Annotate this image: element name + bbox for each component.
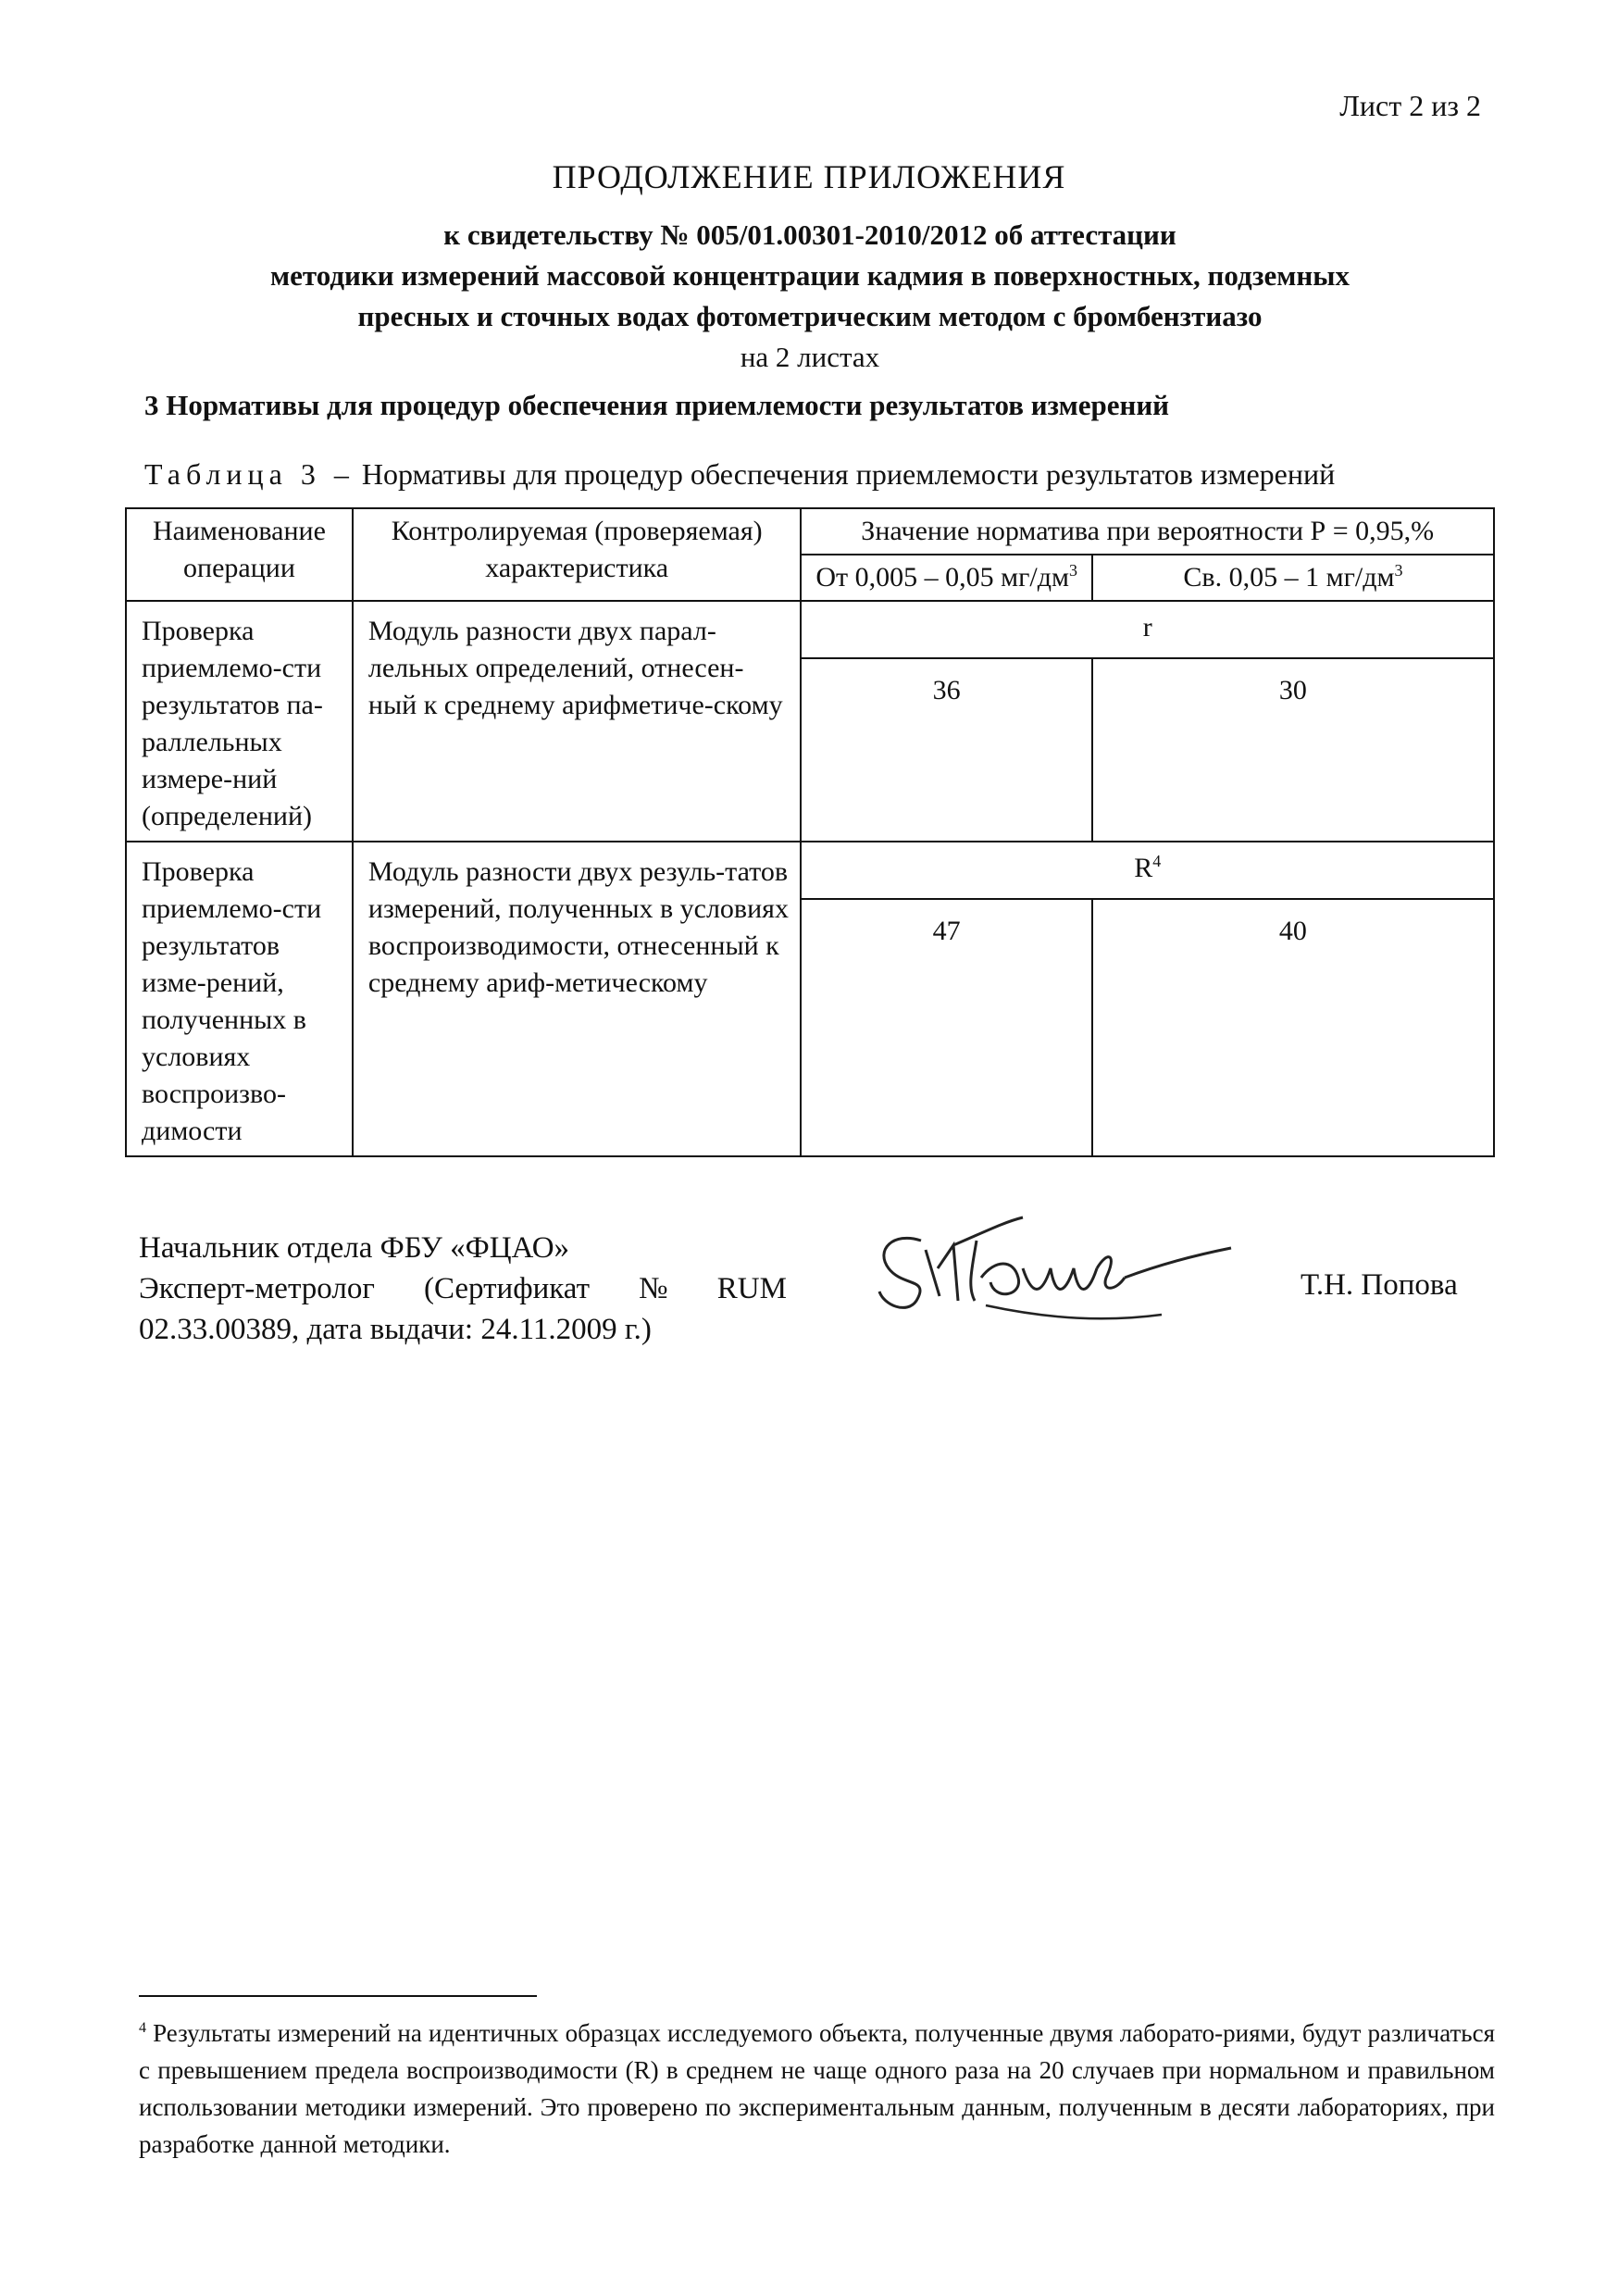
row-operation: Проверка приемлемо-сти результатов изме-рений, полученных в условиях воспроизво-димости [126, 842, 353, 1156]
unit-exponent: 3 [1394, 561, 1403, 580]
unit-exponent: 3 [1068, 561, 1077, 580]
header-range-2-text: Св. 0,05 – 1 мг/дм [1183, 562, 1395, 593]
header-range-1-text: От 0,005 – 0,05 мг/дм [815, 562, 1069, 593]
table-caption-prefix: Таблица 3 – [144, 457, 355, 491]
table-row [126, 601, 1494, 658]
page-title: ПРОДОЛЖЕНИЕ ПРИЛОЖЕНИЯ [552, 158, 1066, 195]
row-operation: Проверка приемлемо-сти результатов па-раллельных измере-ний (определений) [126, 601, 353, 842]
subtitle-line-4: на 2 листах [740, 341, 880, 373]
signatory-role-a: Эксперт-метролог [139, 1272, 375, 1305]
signatory-position: Начальник отдела ФБУ «ФЦАО» [139, 1231, 570, 1265]
row-characteristic: Модуль разности двух резуль-татов измерений, полученных в условиях воспроизводимости, отнесенный к среднему ариф-метическому [353, 842, 802, 1156]
header-operation: Наименование операции [126, 508, 353, 601]
row-symbol [801, 842, 1494, 899]
section-heading: 3 Нормативы для процедур обеспечения приемлемости результатов измерений [144, 389, 1170, 421]
subtitle-line-2: методики измерений массовой концентрации кадмия в поверхностных, подземных [270, 259, 1350, 292]
table-header-row [126, 508, 1494, 555]
signatory-role [139, 1268, 787, 1309]
table-caption-text: Нормативы для процедур обеспечения приемлемости результатов измерений [361, 457, 1336, 491]
footnote-marker: 4 [139, 2020, 146, 2036]
footnote [139, 2015, 1495, 2163]
signatory-role-c: № [639, 1272, 668, 1305]
row-characteristic: Модуль разности двух парал-лельных определений, отнесен-ный к среднему арифметиче-скому [353, 601, 802, 842]
row-value-2: 40 [1092, 899, 1494, 1156]
signatory-role-d: RUM [716, 1272, 787, 1305]
row-value-1: 36 [801, 658, 1091, 842]
header-range-2 [1092, 555, 1494, 601]
header-norm-value: Значение норматива при вероятности Р = 0,95,% [801, 508, 1494, 555]
row-symbol [801, 601, 1494, 658]
signatory-name: Т.Н. Попова [1301, 1268, 1458, 1302]
row-value-1: 47 [801, 899, 1091, 1156]
row-value-2: 30 [1092, 658, 1494, 842]
signatory-block [139, 1228, 787, 1350]
row-symbol-text: R [1134, 853, 1153, 883]
sheet-number: Лист 2 из 2 [1339, 89, 1481, 122]
header-characteristic: Контролируемая (проверяемая) характеристика [353, 508, 802, 601]
table-caption [144, 457, 1335, 492]
header-range-1 [801, 555, 1091, 601]
signatory-role-b: (Сертификат [424, 1272, 590, 1305]
handwritten-signature [865, 1213, 1236, 1333]
footnote-separator [139, 1995, 537, 1997]
subtitle [185, 215, 1435, 378]
footnote-text: Результаты измерений на идентичных образцах исследуемого объекта, полученные двумя лаборато-риями, будут различаться с превышением предела воспроизводимости (R) в среднем не чаще одного раза на 20 случаев при нормальном и правильном использовании методики измерений. Это проверено по экспериментальным данным, полученным в десяти лабораториях, при разработке данной методики. [139, 2019, 1496, 2158]
row-symbol-text: r [1142, 612, 1152, 643]
row-symbol-sup: 4 [1152, 852, 1162, 870]
norms-table [125, 507, 1495, 1157]
subtitle-line-1: к свидетельству № 005/01.00301-2010/2012 об аттестации [443, 218, 1176, 251]
table-row [126, 842, 1494, 899]
subtitle-line-3: пресных и сточных водах фотометрическим методом с бромбензтиазо [357, 300, 1263, 332]
signatory-certificate: 02.33.00389, дата выдачи: 24.11.2009 г.) [139, 1313, 652, 1346]
